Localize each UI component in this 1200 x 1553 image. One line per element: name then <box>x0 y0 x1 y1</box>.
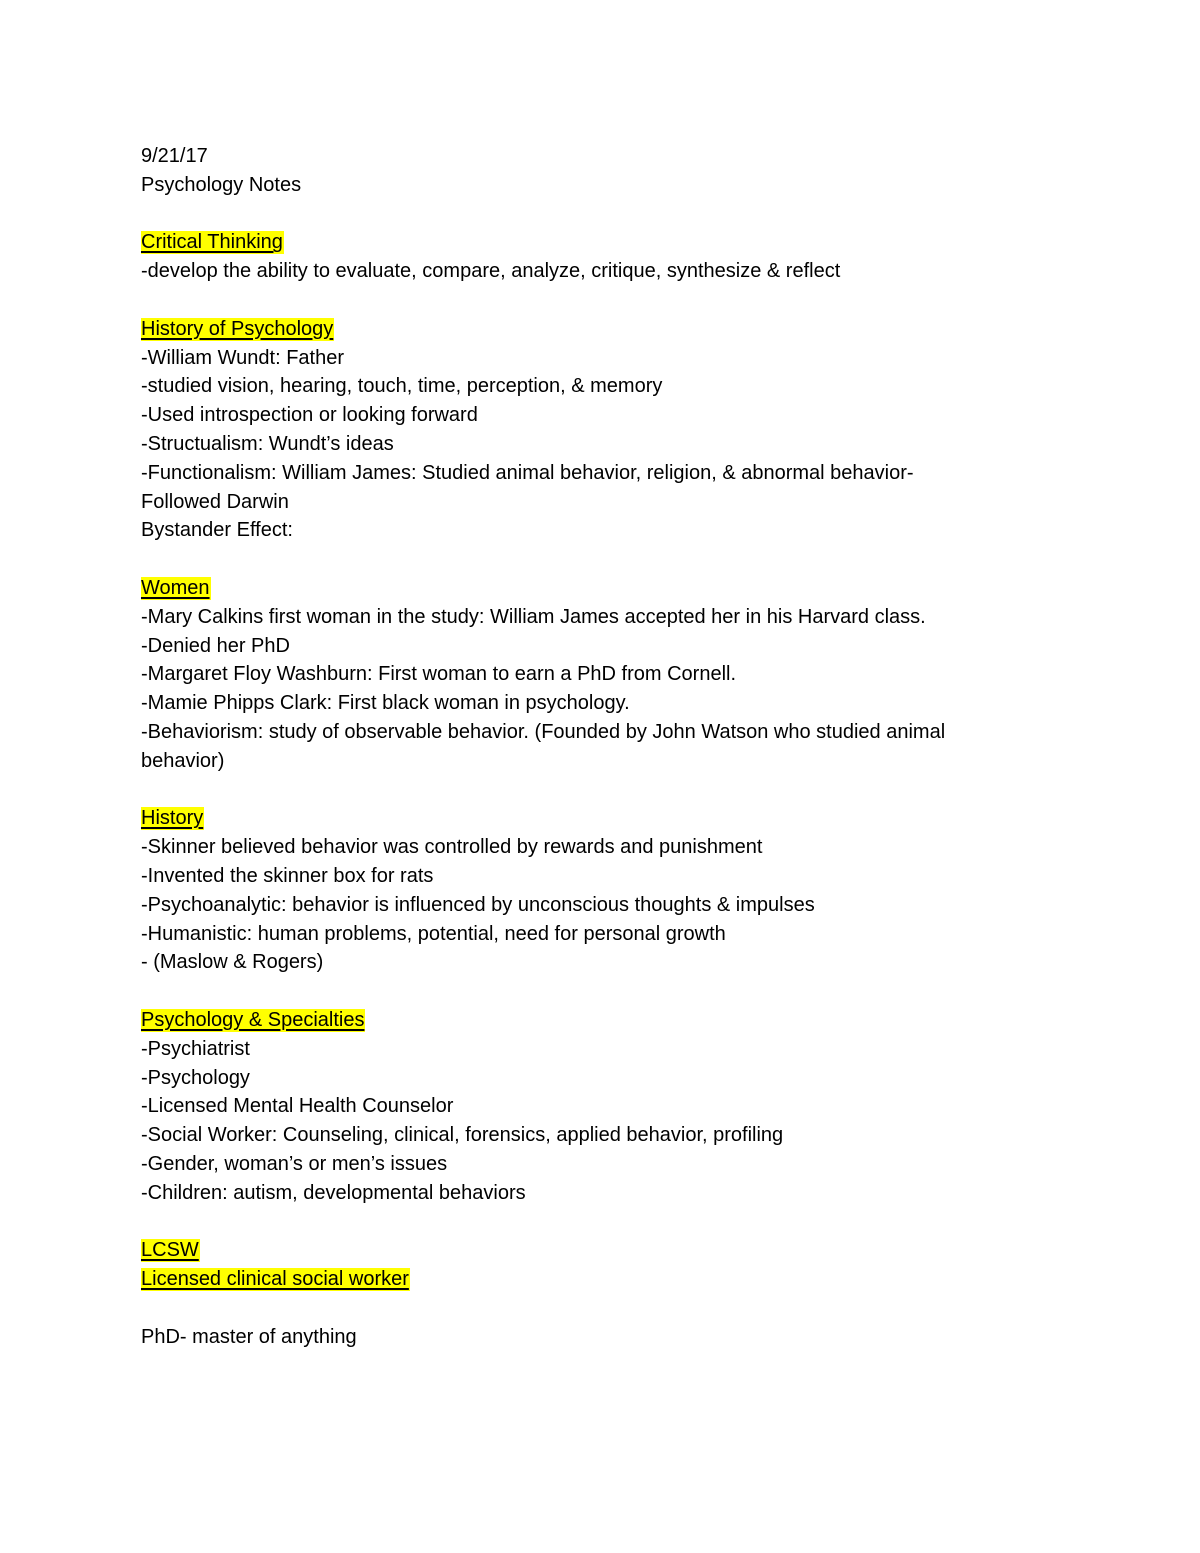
section-heading <box>141 315 1041 344</box>
note-line: -Functionalism: William James: Studied animal behavior, religion, & abnormal behavior- <box>141 461 914 484</box>
note-line: -Gender, woman’s or men’s issues <box>141 1152 448 1175</box>
blank-line <box>141 545 1041 574</box>
doc-title: Psychology Notes <box>141 173 302 196</box>
note-line: -William Wundt: Father <box>141 346 345 369</box>
highlighted-heading-text: Women <box>141 576 210 599</box>
note-line: -Denied her PhD <box>141 634 290 657</box>
blank-line <box>141 286 1041 315</box>
note-line: -Psychology <box>141 1066 250 1089</box>
document-page <box>141 142 1041 1351</box>
note-line: -Structualism: Wundt’s ideas <box>141 432 394 455</box>
blank-line <box>141 776 1041 805</box>
doc-date: 9/21/17 <box>141 145 208 167</box>
note-line: -develop the ability to evaluate, compare, analyze, critique, synthesize & reflect <box>141 260 841 283</box>
highlighted-heading-text: LCSW <box>141 1239 199 1262</box>
note-line: -Humanistic: human problems, potential, need for personal growth <box>141 922 726 945</box>
note-line: Followed Darwin <box>141 490 289 513</box>
highlighted-heading-text: History <box>141 807 204 830</box>
note-line: -Used introspection or looking forward <box>141 404 478 427</box>
section-heading <box>141 1265 1041 1294</box>
note-line: -Margaret Floy Washburn: First woman to earn a PhD from Cornell. <box>141 663 737 686</box>
section-heading <box>141 574 1041 603</box>
section-history <box>141 804 1041 977</box>
note-line: -Mary Calkins first woman in the study: William James accepted her in his Harvard class. <box>141 605 926 628</box>
note-line: -studied vision, hearing, touch, time, perception, & memory <box>141 375 663 398</box>
section-phd <box>141 1323 1041 1352</box>
section-heading <box>141 804 1041 833</box>
blank-line <box>141 977 1041 1006</box>
section-history-of-psychology <box>141 315 1041 545</box>
section-critical-thinking <box>141 228 1041 286</box>
note-line: -Psychoanalytic: behavior is influenced by unconscious thoughts & impulses <box>141 893 815 916</box>
highlighted-heading-text: History of Psychology <box>141 317 334 340</box>
highlighted-heading-text: Critical Thinking <box>141 231 283 254</box>
note-line: -Social Worker: Counseling, clinical, forensics, applied behavior, profiling <box>141 1124 784 1147</box>
note-line: PhD- master of anything <box>141 1325 357 1348</box>
note-line: - (Maslow & Rogers) <box>141 951 324 974</box>
section-heading <box>141 228 1041 257</box>
note-line: -Skinner believed behavior was controlled by rewards and punishment <box>141 836 763 859</box>
highlighted-heading-text: Psychology & Specialties <box>141 1008 365 1031</box>
section-women <box>141 574 1041 776</box>
note-line: -Licensed Mental Health Counselor <box>141 1095 454 1118</box>
section-lcsw <box>141 1236 1041 1294</box>
blank-line <box>141 1207 1041 1236</box>
note-line: -Behaviorism: study of observable behavior. (Founded by John Watson who studied animal <box>141 720 946 743</box>
note-line: Bystander Effect: <box>141 519 293 542</box>
highlighted-heading-text: Licensed clinical social worker <box>141 1268 409 1291</box>
section-heading <box>141 1006 1041 1035</box>
section-psychology-specialties <box>141 1006 1041 1208</box>
note-line: -Psychiatrist <box>141 1037 250 1060</box>
section-heading <box>141 1236 1041 1265</box>
blank-line <box>141 1294 1041 1323</box>
note-line: -Mamie Phipps Clark: First black woman in psychology. <box>141 692 630 715</box>
note-line: -Invented the skinner box for rats <box>141 864 434 887</box>
blank-line <box>141 200 1041 229</box>
note-line: -Children: autism, developmental behaviors <box>141 1181 526 1204</box>
note-line: behavior) <box>141 749 225 772</box>
